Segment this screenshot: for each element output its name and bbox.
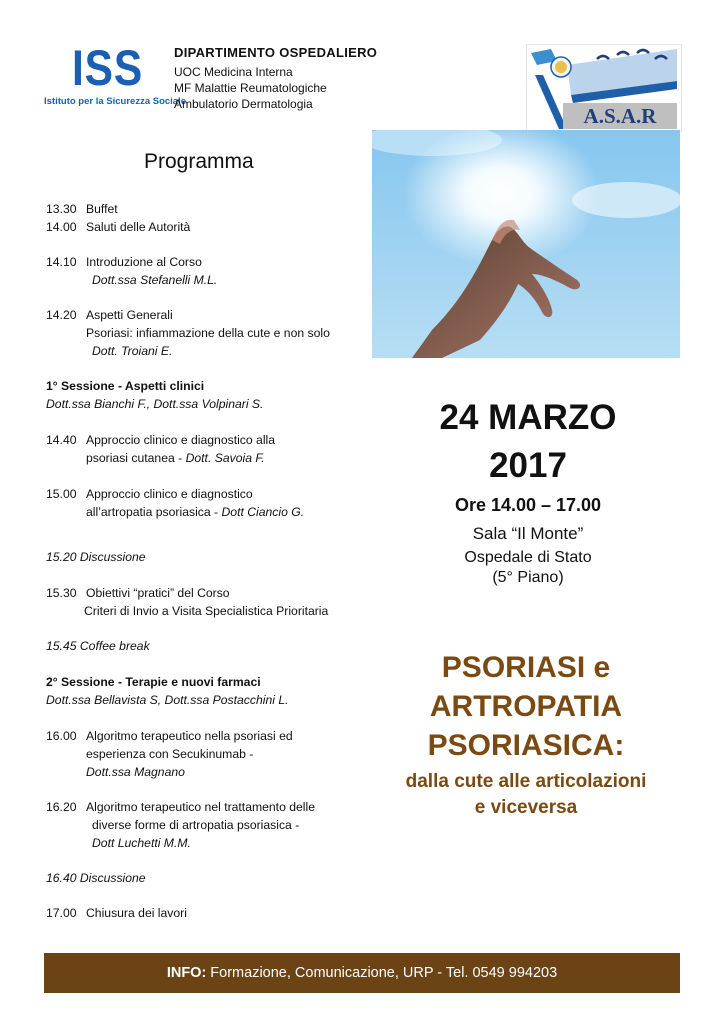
program-text: esperienza con Secukinumab - (86, 747, 254, 761)
info-contact: Formazione, Comunicazione, URP - Tel. 0549 994203 (206, 965, 558, 981)
program-text: Introduzione al Corso (86, 255, 202, 269)
program-text: Chiusura dei lavori (86, 906, 187, 920)
course-subtitle-line-2: e viceversa (474, 797, 578, 818)
program-text: Obiettivi “pratici” del Corso (86, 586, 230, 600)
program-text: psoriasi cutanea - (86, 451, 186, 465)
program-speaker: Dott.ssa Magnano (86, 765, 185, 779)
program-item (46, 307, 173, 325)
program-discussion: 15.20 Discussione (46, 550, 146, 564)
event-place: Ospedale di Stato (464, 549, 592, 566)
program-text (46, 450, 265, 468)
program-speaker: Dott. Troiani E. (92, 344, 173, 358)
program-text: Aspetti Generali (86, 308, 173, 322)
program-text: Algoritmo terapeutico nella psoriasi ed (86, 729, 293, 743)
info-label: INFO: (166, 965, 207, 981)
program-item (46, 905, 187, 923)
session-1-title: 1° Sessione - Aspetti clinici (46, 379, 205, 393)
programma-title: Programma (144, 150, 254, 173)
info-footer (44, 953, 680, 993)
program-text: Psoriasi: infiammazione della cute e non solo (86, 326, 330, 340)
asar-logo-text: A.S.A.R (583, 104, 657, 128)
program-text: Algoritmo terapeutico nel trattamento delle (86, 800, 315, 814)
program-speaker: Dott Luchetti M.M. (92, 836, 191, 850)
department-line-3: Ambulatorio Dermatologia (174, 97, 313, 111)
session-1-chairs: Dott.ssa Bianchi F., Dott.ssa Volpinari S. (46, 397, 264, 411)
event-time: Ore 14.00 – 17.00 (454, 495, 602, 515)
program-text: Criteri di Invio a Visita Specialistica Prioritaria (84, 604, 329, 618)
program-discussion: 16.40 Discussione (46, 871, 146, 885)
program-time: 15.00 (46, 487, 77, 501)
program-text: diverse forme di artropatia psoriasica - (92, 818, 300, 832)
event-date-year: 2017 (489, 446, 567, 485)
course-subtitle-line-1: dalla cute alle articolazioni (405, 771, 647, 792)
program-item (46, 432, 275, 450)
program-time: 14.40 (46, 433, 77, 447)
iss-logo-subtitle: Istituto per la Sicurezza Sociale (44, 96, 187, 107)
program-time: 16.00 (46, 729, 77, 743)
event-room: Sala “Il Monte” (472, 524, 584, 543)
department-line-2: MF Malattie Reumatologiche (174, 81, 327, 95)
event-date-day-month: 24 MARZO (439, 398, 617, 437)
program-coffee-break: 15.45 Coffee break (46, 639, 150, 653)
department-line-1: UOC Medicina Interna (174, 65, 293, 79)
program-time: 14.00 (46, 220, 77, 234)
program-time: 13.30 (46, 202, 77, 216)
iss-logo: ISS (72, 40, 144, 96)
program-item (46, 728, 293, 746)
program-item (46, 585, 230, 603)
program-item (46, 254, 202, 272)
event-floor: (5° Piano) (492, 569, 564, 586)
program-time: 17.00 (46, 906, 77, 920)
program-text: Approccio clinico e diagnostico (86, 487, 253, 501)
program-text: Buffet (86, 202, 118, 216)
program-text: Saluti delle Autorità (86, 220, 191, 234)
session-2-title: 2° Sessione - Terapie e nuovi farmaci (46, 675, 261, 689)
program-item (46, 486, 253, 504)
course-title-line-3: PSORIASICA: (427, 729, 625, 762)
program-text: Approccio clinico e diagnostico alla (86, 433, 276, 447)
program-item (46, 219, 190, 237)
session-2-chairs: Dott.ssa Bellavista S, Dott.ssa Postacchini L. (46, 693, 289, 707)
program-time: 15.30 (46, 586, 77, 600)
program-speaker: Dott.ssa Stefanelli M.L. (92, 273, 218, 287)
program-text: all’artropatia psoriasica - (86, 505, 222, 519)
program-speaker: Dott Ciancio G. (221, 505, 305, 519)
course-title-line-1: PSORIASI e (441, 651, 611, 684)
program-time: 14.10 (46, 255, 77, 269)
program-text (46, 504, 304, 522)
sky-hand-photo (372, 130, 680, 358)
program-time: 14.20 (46, 308, 77, 322)
program-speaker: Dott. Savoia F. (185, 451, 265, 465)
asar-logo (526, 44, 682, 132)
department-title: DIPARTIMENTO OSPEDALIERO (174, 45, 378, 60)
course-title-line-2: ARTROPATIA (429, 690, 623, 723)
program-item (46, 201, 118, 219)
program-time: 16.20 (46, 800, 77, 814)
program-item (46, 799, 315, 817)
